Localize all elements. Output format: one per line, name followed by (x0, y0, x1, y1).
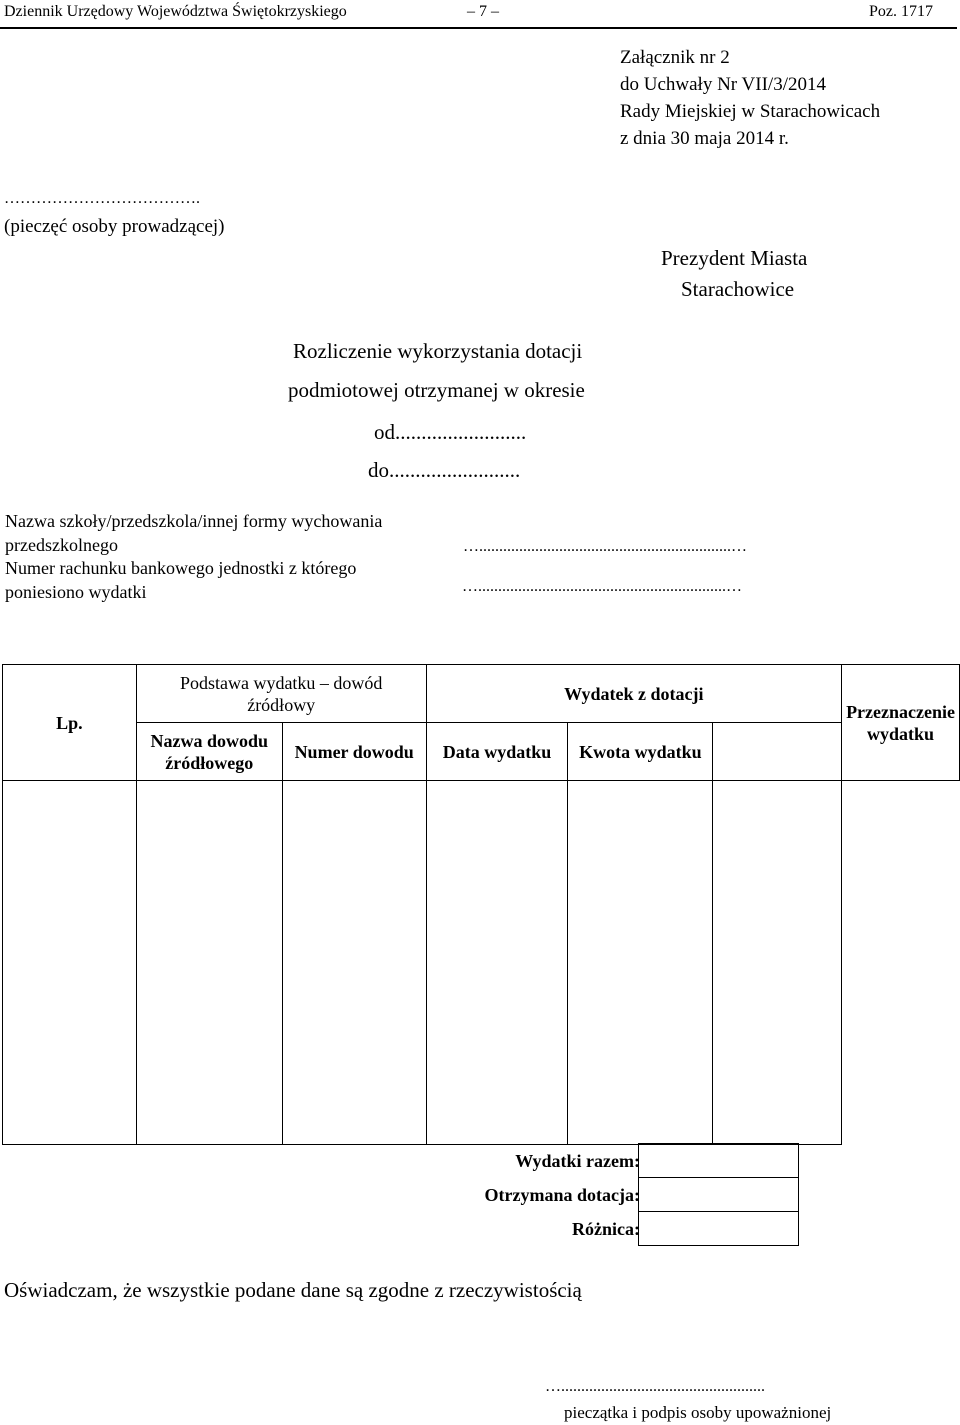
col-doc-name-header: Nazwa dowodu źródłowego (136, 723, 282, 781)
header-divider (0, 27, 957, 29)
account-value: …..............................................................… (462, 578, 742, 595)
table-row-lp (3, 781, 137, 1145)
col-doc-number-header: Numer dowodu (282, 723, 426, 781)
table-row-doc-number (282, 781, 426, 1145)
col-basis-group-header: Podstawa wydatku – dowód źródłowy (136, 665, 426, 723)
col-amount-header: Kwota wydatku (568, 723, 713, 781)
school-name-label-2: przedszkolnego (5, 535, 118, 555)
period-from: od......................... (374, 420, 527, 444)
table-row-amount (568, 781, 713, 1145)
stamp-label: (pieczęć osoby prowadzącej) (4, 216, 225, 237)
addressee-line-1: Prezydent Miasta (661, 246, 808, 270)
position-number: Poz. 1717 (869, 3, 933, 20)
page-number: – 7 – (467, 3, 499, 20)
signature-label: pieczątka i podpis osoby upoważnionej (564, 1403, 832, 1422)
expense-table (2, 664, 960, 1145)
col-date-header: Data wydatku (426, 723, 568, 781)
document-title-line-1: Rozliczenie wykorzystania dotacji (293, 339, 583, 363)
total-value-cell (639, 1144, 799, 1178)
journal-title: Dziennik Urzędowy Województwa Świętokrzyskiego (4, 3, 347, 20)
table-row-purpose (713, 781, 842, 1145)
total-label: Wydatki razem: (515, 1151, 640, 1171)
received-label: Otrzymana dotacja: (484, 1185, 640, 1205)
annex-line-4: z dnia 30 maja 2014 r. (620, 128, 789, 149)
summary-table (638, 1143, 799, 1246)
col-expense-group-header: Wydatek z dotacji (426, 665, 841, 723)
annex-line-1: Załącznik nr 2 (620, 47, 730, 68)
period-to: do......................... (368, 458, 521, 482)
stamp-dots: ………………………………. (4, 190, 200, 207)
col-lp-header: Lp. (3, 665, 137, 781)
account-label-2: poniesiono wydatki (5, 582, 147, 602)
addressee-line-2: Starachowice (681, 277, 795, 301)
declaration-text: Oświadczam, że wszystkie podane dane są zgodne z rzeczywistością (4, 1278, 582, 1302)
table-row-doc-name (136, 781, 282, 1145)
annex-line-3: Rady Miejskiej w Starachowicach (620, 101, 881, 122)
difference-label: Różnica: (572, 1219, 640, 1239)
school-name-value: …...............................................................… (463, 538, 747, 555)
document-title-line-2: podmiotowej otrzymanej w okresie (288, 378, 585, 402)
table-row-date (426, 781, 568, 1145)
account-label-1: Numer rachunku bankowego jednostki z którego (5, 558, 357, 578)
received-value-cell (639, 1178, 799, 1212)
difference-value-cell (639, 1212, 799, 1246)
school-name-label-1: Nazwa szkoły/przedszkola/innej formy wychowania (5, 511, 383, 531)
annex-line-2: do Uchwały Nr VII/3/2014 (620, 74, 826, 95)
col-purpose-header: Przeznaczenie wydatku (842, 665, 960, 781)
signature-dots: …................................................... (545, 1378, 765, 1395)
